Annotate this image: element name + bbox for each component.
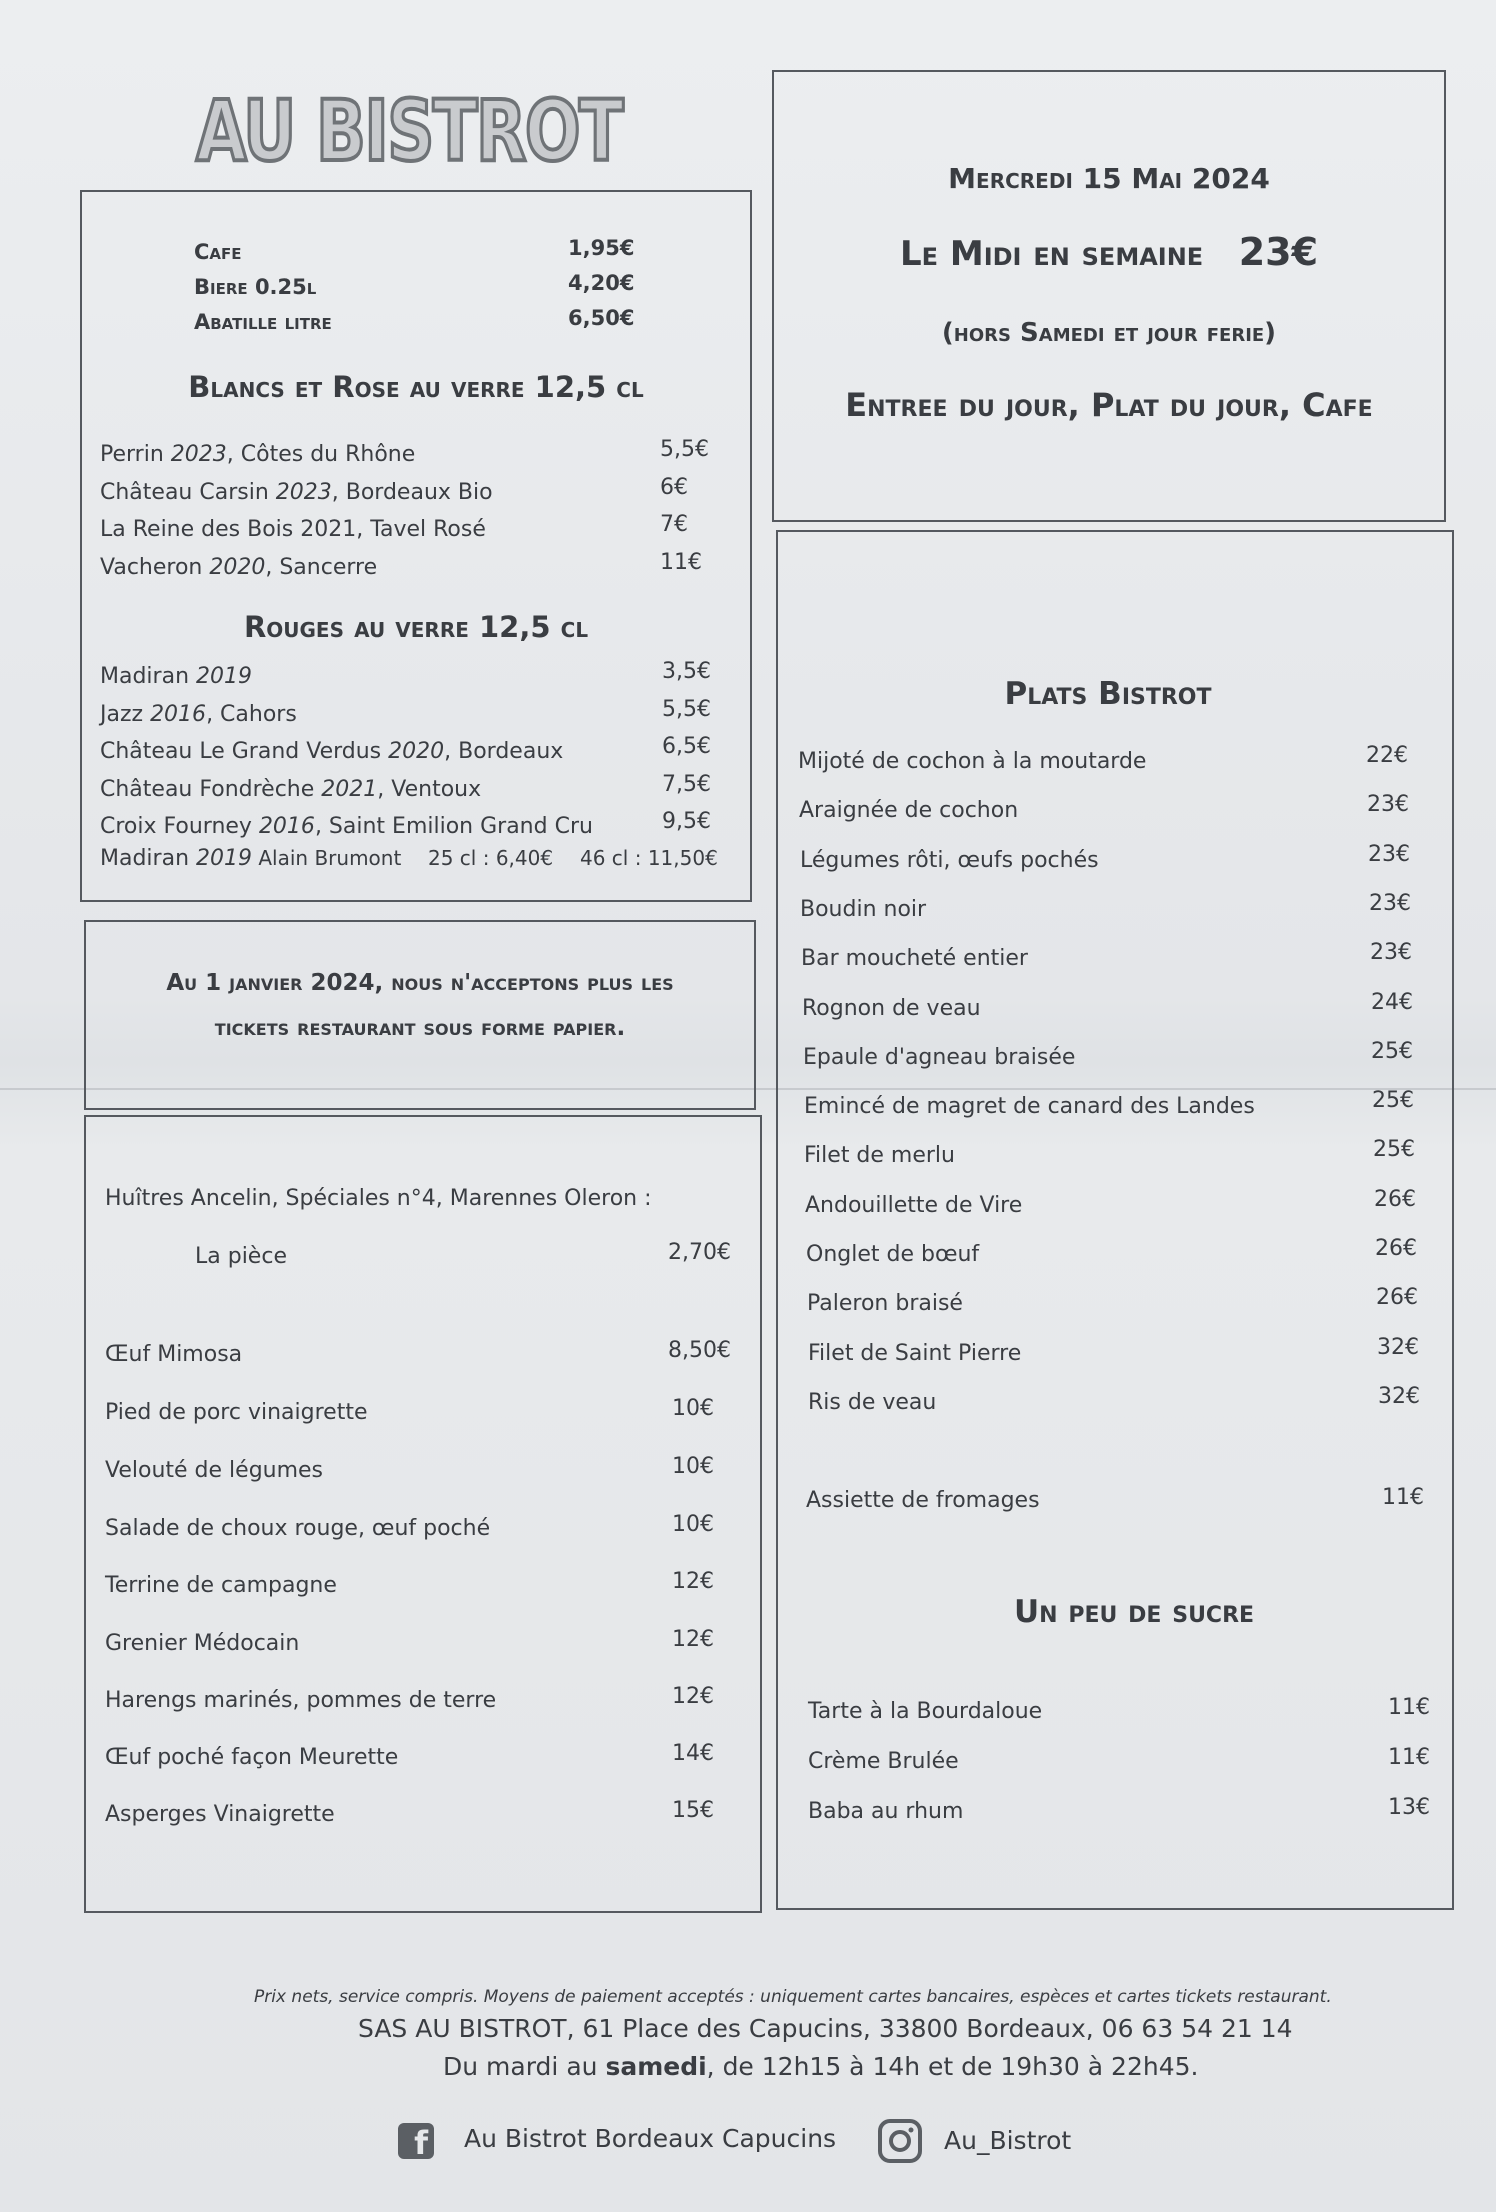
wine-name: Château Le Grand Verdus — [100, 739, 389, 764]
wine-name: La Reine des Bois 2021, Tavel Rosé — [100, 517, 486, 542]
wine-price: 9,5€ — [662, 809, 711, 834]
restaurant-logo: AU BISTROT — [196, 82, 623, 180]
wine-year: 2020 — [209, 554, 266, 580]
starter-name: Velouté de légumes — [105, 1458, 324, 1483]
main-dish-name: Légumes rôti, œufs pochés — [800, 847, 1099, 873]
wine-name: Madiran — [100, 664, 197, 689]
main-dish-price: 23€ — [1369, 890, 1411, 916]
main-dish-name: Rognon de veau — [802, 995, 981, 1021]
oysters-unit: La pièce — [195, 1244, 287, 1269]
desserts-heading: Un peu de sucre — [1013, 1594, 1255, 1630]
wine-appellation: , Cahors — [206, 701, 297, 727]
dessert-price: 11€ — [1388, 1745, 1430, 1770]
wine-row — [100, 814, 593, 839]
mains-heading: Plats Bistrot — [1004, 676, 1212, 712]
drink-name: Abatille litre — [194, 310, 332, 334]
whites-heading: Blancs et Rose au verre 12,5 cl — [188, 370, 644, 404]
main-dish-price: 22€ — [1366, 743, 1408, 768]
notice-line-1: Au 1 janvier 2024, nous n'acceptons plus les — [166, 970, 674, 996]
starter-name: Pied de porc vinaigrette — [105, 1400, 368, 1425]
drink-price: 6,50€ — [568, 306, 635, 330]
wine-name: Château Fondrèche — [100, 776, 322, 802]
oysters-title: Huîtres Ancelin, Spéciales n°4, Marennes Oleron : — [105, 1186, 652, 1211]
oysters-price: 2,70€ — [668, 1240, 731, 1265]
wine-row — [100, 480, 493, 505]
main-dish-price: 26€ — [1376, 1285, 1418, 1311]
starter-price: 15€ — [672, 1798, 714, 1823]
wine-price: 3,5€ — [662, 659, 711, 684]
dessert-price: 11€ — [1388, 1695, 1430, 1720]
wine-name: Jazz — [100, 701, 151, 727]
main-dish-name: Emincé de magret de canard des Landes — [804, 1094, 1255, 1120]
wine-appellation: , Bordeaux — [444, 739, 564, 764]
daily-offer — [772, 230, 1446, 274]
payment-note: Prix nets, service compris. Moyens de paiement acceptés : uniquement cartes bancaires, espèces et cartes tickets restaurant. — [254, 1987, 1332, 2007]
starter-price: 12€ — [672, 1627, 714, 1652]
starter-price: 10€ — [672, 1396, 714, 1421]
instagram-icon — [877, 2118, 923, 2164]
wine-price: 7€ — [660, 512, 688, 537]
opening-hours — [443, 2052, 1198, 2081]
starter-name: Œuf poché façon Meurette — [105, 1745, 399, 1770]
wine-price: 6,5€ — [662, 734, 711, 759]
starter-name: Terrine de campagne — [105, 1573, 337, 1598]
hours-suffix: , de 12h15 à 14h et de 19h30 à 22h45. — [706, 2052, 1199, 2081]
instagram-handle[interactable]: Au_Bistrot — [944, 2126, 1072, 2155]
wine-appellation: , Côtes du Rhône — [226, 442, 416, 467]
wine-row — [100, 664, 252, 689]
main-dish-name: Boudin noir — [800, 896, 927, 922]
wine-year: 2021 — [321, 776, 378, 802]
facebook-icon: f — [398, 2123, 434, 2159]
reds-heading: Rouges au verre 12,5 cl — [243, 610, 589, 644]
wine-name: Château Carsin — [100, 479, 276, 505]
starter-name: Asperges Vinaigrette — [105, 1802, 335, 1827]
main-dish-price: 23€ — [1370, 940, 1412, 966]
wine-row — [100, 777, 481, 802]
starter-name: Harengs marinés, pommes de terre — [105, 1688, 497, 1713]
main-dish-name: Bar moucheté entier — [801, 946, 1028, 972]
main-dish-name: Ris de veau — [808, 1389, 937, 1415]
starter-name: Grenier Médocain — [105, 1631, 300, 1656]
wine-price: 5,5€ — [660, 437, 709, 462]
daily-note: (hors Samedi et jour ferie) — [941, 318, 1277, 348]
madiran-special-year: 2019 — [196, 846, 253, 871]
main-dish-price: 32€ — [1378, 1383, 1420, 1409]
company-address: SAS AU BISTROT, 61 Place des Capucins, 33800 Bordeaux, 06 63 54 21 14 — [358, 2014, 1293, 2043]
daily-box — [772, 70, 1446, 522]
wine-price: 11€ — [660, 549, 702, 575]
wine-name: Croix Fourney — [100, 814, 259, 839]
dessert-price: 13€ — [1388, 1795, 1430, 1820]
main-dish-name: Filet de Saint Pierre — [808, 1340, 1022, 1366]
main-dish-name: Filet de merlu — [804, 1143, 955, 1169]
daily-content: Entree du jour, Plat du jour, Cafe — [845, 386, 1373, 424]
main-dish-price: 25€ — [1373, 1137, 1415, 1163]
drink-name: Cafe — [194, 240, 242, 264]
wine-price: 7,5€ — [662, 771, 711, 797]
main-dish-name: Onglet de bœuf — [806, 1242, 980, 1267]
wine-name: Perrin — [100, 442, 171, 467]
wine-year: 2023 — [170, 442, 227, 467]
main-dish-price: 23€ — [1367, 792, 1409, 818]
drink-name: Biere 0.25l — [194, 275, 317, 299]
main-dish-price: 25€ — [1371, 1038, 1413, 1064]
main-dish-name: Araignée de cochon — [799, 798, 1019, 824]
starter-name: Œuf Mimosa — [105, 1342, 243, 1367]
daily-offer-price: 23€ — [1238, 230, 1319, 274]
drink-price: 1,95€ — [568, 236, 635, 260]
starter-price: 10€ — [672, 1454, 714, 1479]
starter-name: Salade de choux rouge, œuf poché — [105, 1516, 491, 1541]
wine-year: 2023 — [275, 479, 332, 505]
daily-offer-label: Le Midi en semaine — [899, 234, 1204, 274]
cheese-price: 11€ — [1382, 1485, 1424, 1510]
madiran-special-name: Madiran — [100, 846, 197, 871]
wine-price: 6€ — [660, 474, 688, 500]
wine-name: Vacheron — [100, 554, 210, 580]
main-dish-price: 23€ — [1368, 841, 1410, 867]
wine-row — [100, 739, 563, 764]
main-dish-name: Mijoté de cochon à la moutarde — [798, 749, 1147, 774]
wine-year: 2016 — [150, 701, 207, 727]
wine-price: 5,5€ — [662, 696, 711, 722]
main-dish-name: Andouillette de Vire — [805, 1192, 1023, 1218]
main-dish-name: Paleron braisé — [807, 1291, 963, 1317]
starter-price: 14€ — [672, 1741, 714, 1766]
madiran-special-producer: Alain Brumont — [252, 846, 402, 870]
starter-price: 12€ — [672, 1569, 714, 1594]
notice-line-2: tickets restaurant sous forme papier. — [214, 1015, 626, 1041]
main-dish-price: 26€ — [1375, 1236, 1417, 1261]
wine-appellation: , Sancerre — [265, 554, 378, 580]
daily-date: Mercredi 15 Mai 2024 — [948, 162, 1270, 195]
dessert-name: Crème Brulée — [808, 1749, 959, 1774]
wine-year: 2019 — [196, 664, 253, 689]
wine-year: 2020 — [388, 739, 445, 764]
dessert-name: Baba au rhum — [808, 1799, 964, 1824]
hours-prefix: Du mardi au — [443, 2052, 606, 2081]
wine-row — [100, 517, 486, 542]
hours-bold-day: samedi — [605, 2052, 707, 2081]
main-dish-name: Epaule d'agneau braisée — [803, 1044, 1076, 1070]
wine-appellation: , Saint Emilion Grand Cru — [314, 814, 593, 839]
drink-price: 4,20€ — [568, 271, 635, 295]
madiran-special-row — [100, 846, 401, 871]
facebook-page[interactable]: Au Bistrot Bordeaux Capucins — [464, 2124, 837, 2153]
main-dish-price: 25€ — [1372, 1088, 1414, 1114]
wine-appellation: , Bordeaux Bio — [331, 479, 493, 505]
wine-row — [100, 702, 297, 727]
main-dish-price: 32€ — [1377, 1334, 1419, 1360]
wine-appellation: , Ventoux — [377, 776, 482, 802]
main-dish-price: 26€ — [1374, 1186, 1416, 1212]
wine-row — [100, 442, 415, 467]
madiran-special-46cl: 46 cl : 11,50€ — [580, 846, 718, 870]
main-dish-price: 24€ — [1371, 989, 1413, 1015]
starters-box — [84, 1115, 762, 1913]
wine-row — [100, 555, 377, 580]
madiran-special-25cl: 25 cl : 6,40€ — [428, 846, 554, 870]
starter-price: 10€ — [672, 1512, 714, 1537]
cheese-name: Assiette de fromages — [806, 1488, 1040, 1513]
dessert-name: Tarte à la Bourdaloue — [808, 1699, 1043, 1724]
wine-year: 2016 — [258, 814, 315, 839]
starter-price: 8,50€ — [668, 1338, 731, 1363]
starter-price: 12€ — [672, 1684, 714, 1709]
